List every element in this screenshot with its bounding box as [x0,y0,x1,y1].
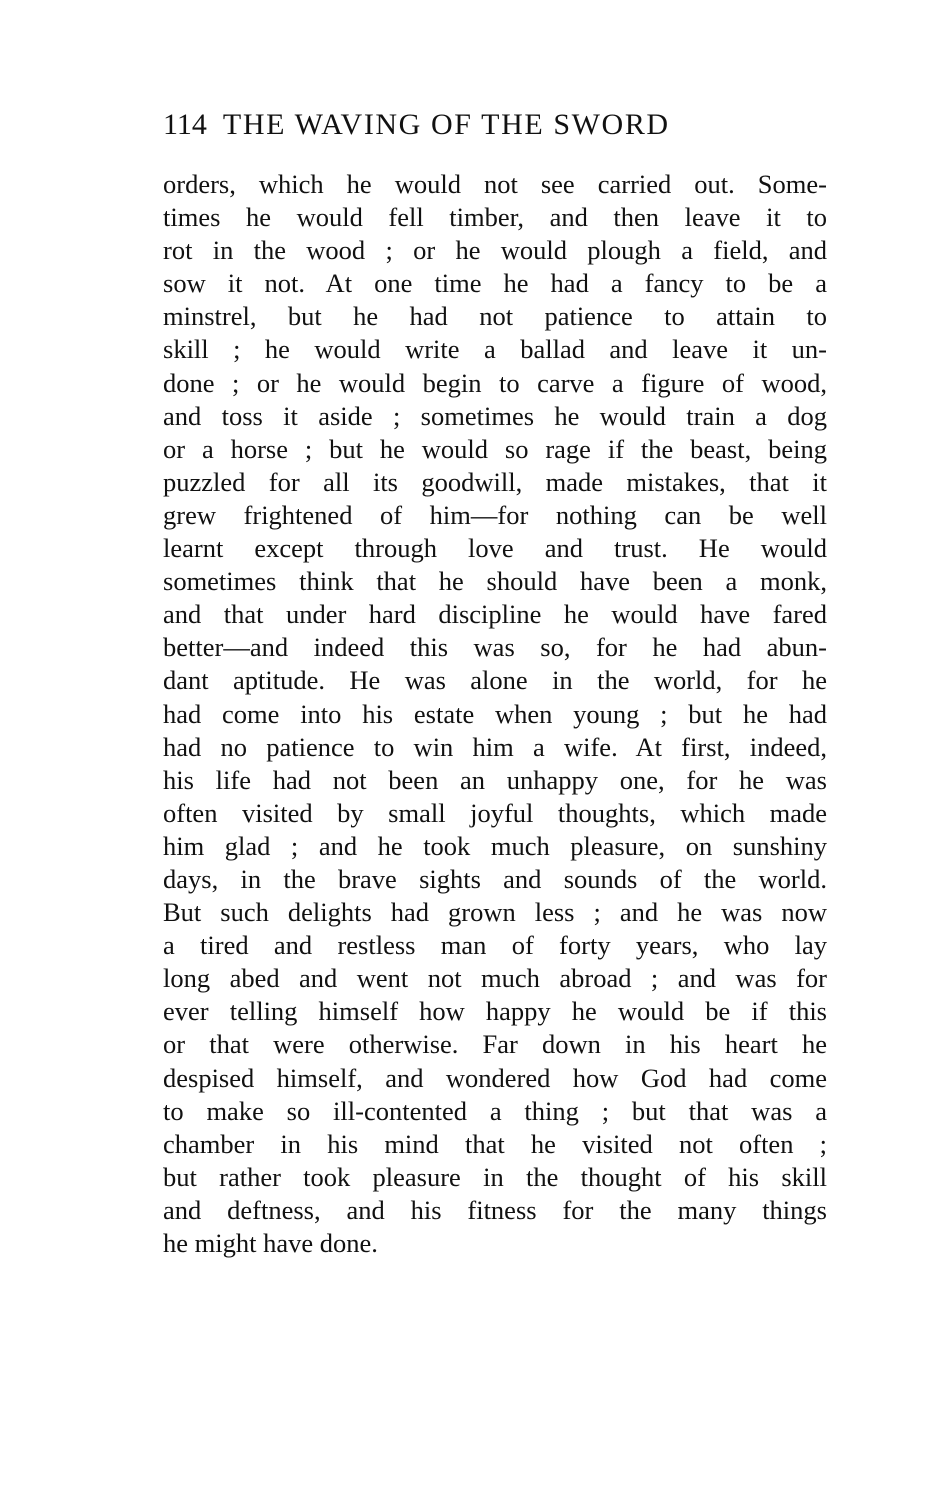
text-line: and that under hard discipline he would have fared [163,599,827,630]
text-line: a tired and restless man of forty years, who lay [163,930,827,961]
text-line: grew frightened of him—for nothing can be well [163,499,827,530]
text-line: skill ; he would write a ballad and leave it un- [163,334,827,365]
text-line-last: he might have done. [163,1228,378,1258]
body-text [163,168,827,1260]
running-title: THE WAVING OF THE SWORD [222,108,670,141]
text-line: dant aptitude. He was alone in the world, for he [163,665,827,696]
text-line: puzzled for all its goodwill, made mistakes, that it [163,466,827,497]
text-line: or that were otherwise. Far down in his heart he [163,1029,827,1060]
text-line: better—and indeed this was so, for he had abun- [163,632,827,663]
text-line: and toss it aside ; sometimes he would train a dog [163,400,827,431]
text-line: minstrel, but he had not patience to attain to [163,301,827,332]
text-line: despised himself, and wondered how God had come [163,1062,827,1093]
text-line: often visited by small joyful thoughts, which made [163,797,827,828]
text-line: times he would fell timber, and then leave it to [163,202,827,233]
text-line: orders, which he would not see carried out. Some- [163,169,827,199]
text-line: his life had not been an unhappy one, for he was [163,764,827,795]
text-line: learnt except through love and trust. He would [163,533,827,564]
text-line: ever telling himself how happy he would be if this [163,996,827,1027]
text-line: sometimes think that he should have been a monk, [163,566,827,597]
text-line: him glad ; and he took much pleasure, on sunshiny [163,830,827,861]
text-line: to make so ill-contented a thing ; but that was a [163,1095,827,1126]
running-head [163,108,670,148]
text-line: but rather took pleasure in the thought of his skill [163,1161,827,1192]
text-line: done ; or he would begin to carve a figure of wood, [163,367,827,398]
text-line: had come into his estate when young ; but he had [163,698,827,729]
text-line: and deftness, and his fitness for the many things [163,1194,827,1225]
text-line: long abed and went not much abroad ; and was for [163,963,827,994]
text-line: chamber in his mind that he visited not often ; [163,1128,827,1159]
page-number: 114 [163,108,207,141]
text-line: had no patience to win him a wife. At first, indeed, [163,731,827,762]
text-line: rot in the wood ; or he would plough a field, and [163,235,827,266]
text-line: or a horse ; but he would so rage if the beast, being [163,433,827,464]
text-line: But such delights had grown less ; and he was now [163,897,827,928]
text-line: sow it not. At one time he had a fancy to be a [163,268,827,299]
text-line: days, in the brave sights and sounds of the world. [163,863,827,894]
